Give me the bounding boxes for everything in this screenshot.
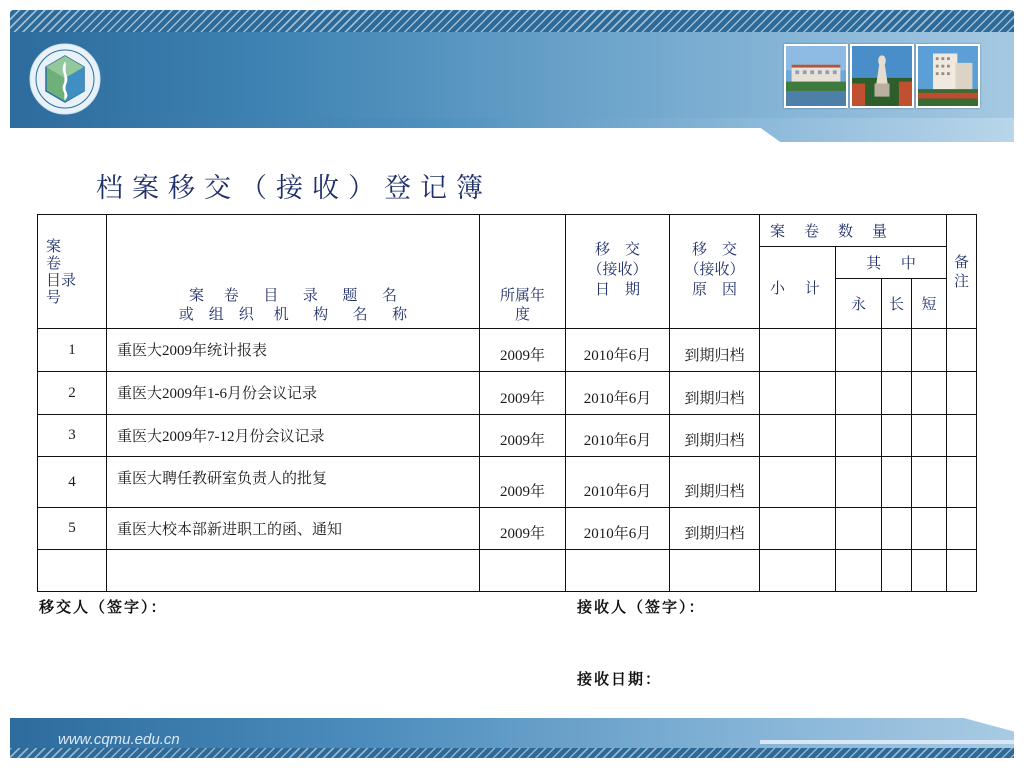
cell-permanent: [836, 508, 882, 550]
cell-date: [566, 550, 670, 592]
table-row: [38, 372, 977, 415]
campus-building-photo: [784, 44, 848, 108]
statue-photo: [850, 44, 914, 108]
cell-number: [38, 550, 107, 592]
cell-short-term: [912, 508, 947, 550]
cell-year: [480, 550, 566, 592]
header-volume-title: 案 卷 目 录 题 名 或 组 织 机 构 名 称: [107, 215, 480, 329]
cell-year: 2009年: [480, 415, 566, 457]
cell-title: [107, 550, 480, 592]
cell-remarks: [947, 550, 977, 592]
cell-title: 重医大校本部新进职工的函、通知: [107, 508, 480, 550]
page-title: 档案移交（接收）登记簿: [96, 173, 492, 204]
cell-permanent: [836, 457, 882, 508]
header-volume-quantity: 案 卷 数 量: [760, 215, 947, 247]
cell-date: 2010年6月: [566, 457, 670, 508]
cell-remarks: [947, 508, 977, 550]
footer-accent: [760, 740, 1014, 744]
header-volume-number: 案 卷 目录 号: [38, 215, 107, 329]
cell-short-term: [912, 457, 947, 508]
cell-long-term: [882, 329, 912, 372]
header-permanent: 永: [836, 279, 882, 329]
cell-date: 2010年6月: [566, 415, 670, 457]
cell-title: 重医大2009年统计报表: [107, 329, 480, 372]
header-among-them: 其 中: [836, 247, 947, 279]
header-banner-tail: [760, 118, 1014, 142]
table-row: [38, 457, 977, 508]
header-short-term: 短: [912, 279, 947, 329]
receive-date-label: 接收日期：: [577, 670, 663, 688]
header-banner-lower: [10, 118, 760, 128]
cell-title: 重医大2009年7-12月份会议记录: [107, 415, 480, 457]
cell-number: 5: [38, 508, 107, 550]
cell-reason: 到期归档: [670, 415, 760, 457]
cell-date: 2010年6月: [566, 329, 670, 372]
cell-reason: [670, 550, 760, 592]
cell-number: 1: [38, 329, 107, 372]
cell-number: 3: [38, 415, 107, 457]
university-seal-icon: [28, 42, 102, 116]
cell-number: 2: [38, 372, 107, 415]
table-row: [38, 508, 977, 550]
cell-long-term: [882, 415, 912, 457]
transferor-signature-label: 移交人（签字）：: [39, 598, 168, 616]
cell-reason: 到期归档: [670, 457, 760, 508]
cell-reason: 到期归档: [670, 372, 760, 415]
header-year: 所属年 度: [480, 215, 566, 329]
cell-short-term: [912, 415, 947, 457]
cell-long-term: [882, 508, 912, 550]
cell-title: 重医大聘任教研室负责人的批复: [107, 457, 480, 508]
cell-remarks: [947, 457, 977, 508]
cell-year: 2009年: [480, 508, 566, 550]
cell-subtotal: [760, 415, 836, 457]
cell-long-term: [882, 457, 912, 508]
cell-title: 重医大2009年1-6月份会议记录: [107, 372, 480, 415]
header-transfer-reason: 移 交 （接收） 原 因: [670, 215, 760, 329]
cell-permanent: [836, 372, 882, 415]
cell-subtotal: [760, 457, 836, 508]
cell-reason: 到期归档: [670, 329, 760, 372]
cell-short-term: [912, 550, 947, 592]
hospital-building-photo: [916, 44, 980, 108]
cell-permanent: [836, 550, 882, 592]
cell-year: 2009年: [480, 372, 566, 415]
footer-website-url: www.cqmu.edu.cn: [58, 731, 180, 748]
receiver-signature-label: 接收人（签字）：: [577, 598, 706, 616]
table-row: [38, 415, 977, 457]
bottom-stripe: [10, 748, 1014, 758]
transfer-register-table: [37, 214, 977, 592]
cell-long-term: [882, 550, 912, 592]
table-row: [38, 329, 977, 372]
cell-number: 4: [38, 457, 107, 508]
cell-subtotal: [760, 372, 836, 415]
cell-remarks: [947, 372, 977, 415]
cell-permanent: [836, 329, 882, 372]
header-remarks: 备 注: [947, 215, 977, 329]
header-long-term: 长: [882, 279, 912, 329]
cell-short-term: [912, 329, 947, 372]
cell-date: 2010年6月: [566, 372, 670, 415]
top-stripe: [10, 10, 1014, 32]
table-row-empty: [38, 550, 977, 592]
cell-subtotal: [760, 550, 836, 592]
cell-long-term: [882, 372, 912, 415]
cell-year: 2009年: [480, 329, 566, 372]
cell-date: 2010年6月: [566, 508, 670, 550]
cell-short-term: [912, 372, 947, 415]
cell-remarks: [947, 329, 977, 372]
header-transfer-date: 移 交 （接收） 日 期: [566, 215, 670, 329]
header-subtotal: 小 计: [760, 247, 836, 329]
cell-subtotal: [760, 508, 836, 550]
cell-subtotal: [760, 329, 836, 372]
cell-remarks: [947, 415, 977, 457]
cell-permanent: [836, 415, 882, 457]
cell-year: 2009年: [480, 457, 566, 508]
cell-reason: 到期归档: [670, 508, 760, 550]
